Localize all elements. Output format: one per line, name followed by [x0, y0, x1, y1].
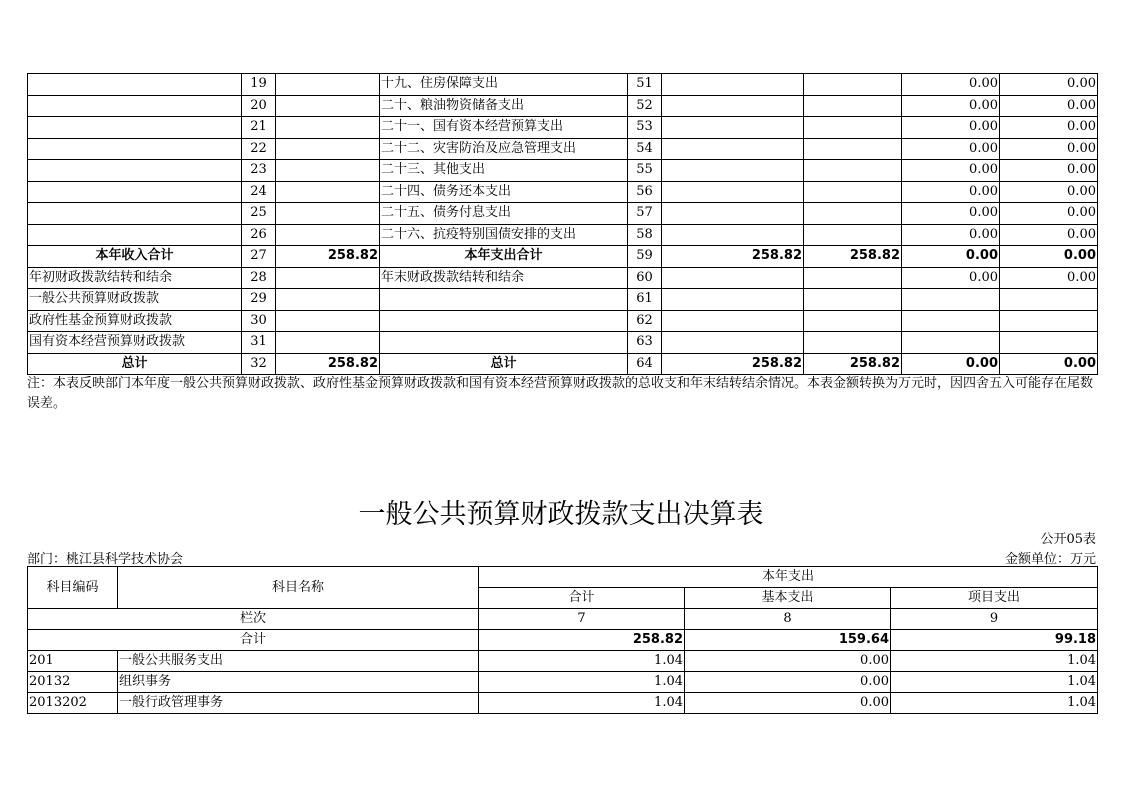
expense-total [662, 332, 804, 354]
expense-label: 二十、粮油物资储备支出 [380, 95, 628, 117]
column-label: 栏次 [28, 609, 479, 630]
sum-basic: 159.64 [685, 630, 891, 651]
table-row [28, 95, 1098, 117]
expense-line-no: 51 [628, 74, 662, 96]
expense-fund-budget: 0.00 [902, 138, 1000, 160]
income-line-no: 26 [242, 224, 276, 246]
row-project: 1.04 [891, 693, 1098, 714]
expense-fund-budget [902, 310, 1000, 332]
expense-label: 二十三、其他支出 [380, 160, 628, 182]
table-row [28, 224, 1098, 246]
expense-label: 本年支出合计 [380, 246, 628, 268]
expense-total: 258.82 [662, 246, 804, 268]
expense-general-budget [804, 74, 902, 96]
expense-total [662, 138, 804, 160]
expense-total [662, 203, 804, 225]
income-label [28, 181, 242, 203]
income-line-no: 23 [242, 160, 276, 182]
expense-fund-budget: 0.00 [902, 246, 1000, 268]
income-amount [276, 181, 380, 203]
income-line-no: 31 [242, 332, 276, 354]
expense-state-capital: 0.00 [1000, 203, 1098, 225]
expense-state-capital [1000, 310, 1098, 332]
header-project: 项目支出 [891, 588, 1098, 609]
income-amount [276, 224, 380, 246]
table-row [28, 267, 1098, 289]
header-group: 本年支出 [479, 567, 1098, 588]
expense-line-no: 58 [628, 224, 662, 246]
expense-label: 十九、住房保障支出 [380, 74, 628, 96]
expense-state-capital: 0.00 [1000, 181, 1098, 203]
expense-fund-budget: 0.00 [902, 353, 1000, 375]
table-row [28, 651, 1098, 672]
expense-general-budget [804, 267, 902, 289]
subject-name: 一般行政管理事务 [118, 693, 479, 714]
income-label: 国有资本经营预算财政拨款 [28, 332, 242, 354]
income-label [28, 95, 242, 117]
income-line-no: 24 [242, 181, 276, 203]
row-project: 1.04 [891, 651, 1098, 672]
income-amount: 258.82 [276, 246, 380, 268]
expense-total [662, 181, 804, 203]
expense-state-capital: 0.00 [1000, 267, 1098, 289]
expense-label: 二十六、抗疫特别国债安排的支出 [380, 224, 628, 246]
unit-label: 金额单位：万元 [1004, 552, 1096, 567]
expense-total [662, 267, 804, 289]
table-row [28, 332, 1098, 354]
income-label [28, 160, 242, 182]
table-row [28, 672, 1098, 693]
expense-general-budget [804, 332, 902, 354]
income-amount [276, 138, 380, 160]
header-total: 合计 [479, 588, 685, 609]
expense-general-budget [804, 138, 902, 160]
income-label [28, 138, 242, 160]
row-basic: 0.00 [685, 693, 891, 714]
income-amount [276, 310, 380, 332]
income-label [28, 117, 242, 139]
income-label: 政府性基金预算财政拨款 [28, 310, 242, 332]
row-basic: 0.00 [685, 651, 891, 672]
expense-state-capital [1000, 289, 1098, 311]
income-amount [276, 289, 380, 311]
expense-label: 二十二、灾害防治及应急管理支出 [380, 138, 628, 160]
expense-total [662, 95, 804, 117]
expense-line-no: 55 [628, 160, 662, 182]
table-row [28, 74, 1098, 96]
income-label: 本年收入合计 [28, 246, 242, 268]
expense-total [662, 74, 804, 96]
expense-state-capital: 0.00 [1000, 246, 1098, 268]
expense-fund-budget: 0.00 [902, 95, 1000, 117]
expense-line-no: 54 [628, 138, 662, 160]
income-amount [276, 203, 380, 225]
subject-code: 20132 [28, 672, 118, 693]
expense-state-capital: 0.00 [1000, 74, 1098, 96]
form-code: 公开05表 [1040, 532, 1096, 547]
expense-line-no: 63 [628, 332, 662, 354]
expense-state-capital: 0.00 [1000, 138, 1098, 160]
income-line-no: 30 [242, 310, 276, 332]
header-name: 科目名称 [118, 567, 479, 609]
expense-general-budget: 258.82 [804, 353, 902, 375]
expense-label: 二十一、国有资本经营预算支出 [380, 117, 628, 139]
income-amount [276, 160, 380, 182]
table-row [28, 693, 1098, 714]
expense-state-capital: 0.00 [1000, 224, 1098, 246]
income-line-no: 19 [242, 74, 276, 96]
expense-line-no: 60 [628, 267, 662, 289]
income-expense-table [27, 73, 1098, 375]
expense-fund-budget: 0.00 [902, 117, 1000, 139]
income-line-no: 32 [242, 353, 276, 375]
table-row [28, 138, 1098, 160]
expense-state-capital: 0.00 [1000, 95, 1098, 117]
table-row [28, 246, 1098, 268]
income-label: 总计 [28, 353, 242, 375]
income-label [28, 224, 242, 246]
expense-fund-budget: 0.00 [902, 181, 1000, 203]
expense-label: 总计 [380, 353, 628, 375]
expense-line-no: 53 [628, 117, 662, 139]
expense-fund-budget: 0.00 [902, 267, 1000, 289]
expense-total [662, 289, 804, 311]
income-line-no: 28 [242, 267, 276, 289]
column-no-basic: 8 [685, 609, 891, 630]
income-label: 一般公共预算财政拨款 [28, 289, 242, 311]
income-line-no: 25 [242, 203, 276, 225]
income-label [28, 203, 242, 225]
expense-general-budget [804, 95, 902, 117]
expense-line-no: 62 [628, 310, 662, 332]
expense-general-budget [804, 181, 902, 203]
income-amount [276, 267, 380, 289]
table-row [28, 310, 1098, 332]
row-basic: 0.00 [685, 672, 891, 693]
expense-general-budget [804, 160, 902, 182]
header-basic: 基本支出 [685, 588, 891, 609]
income-label [28, 74, 242, 96]
expense-label [380, 310, 628, 332]
expense-fund-budget: 0.00 [902, 224, 1000, 246]
table-note: 注：本表反映部门本年度一般公共预算财政拨款、政府性基金预算财政拨款和国有资本经营预算财政拨款的总收支和年末结转结余情况。本表金额转换为万元时，因四舍五入可能存在尾数误差。 [27, 376, 1094, 411]
column-no-total: 7 [479, 609, 685, 630]
expense-label: 二十四、债务还本支出 [380, 181, 628, 203]
expense-total [662, 117, 804, 139]
table-row [28, 203, 1098, 225]
expense-state-capital: 0.00 [1000, 117, 1098, 139]
subject-code: 201 [28, 651, 118, 672]
expense-line-no: 61 [628, 289, 662, 311]
expense-state-capital [1000, 332, 1098, 354]
expense-general-budget [804, 224, 902, 246]
expense-line-no: 64 [628, 353, 662, 375]
sum-label: 合计 [28, 630, 479, 651]
income-amount: 258.82 [276, 353, 380, 375]
expense-total [662, 224, 804, 246]
expense-general-budget [804, 117, 902, 139]
expense-label [380, 332, 628, 354]
expense-state-capital: 0.00 [1000, 353, 1098, 375]
table-row [28, 117, 1098, 139]
expense-line-no: 59 [628, 246, 662, 268]
subject-name: 组织事务 [118, 672, 479, 693]
expense-line-no: 57 [628, 203, 662, 225]
expense-label: 二十五、债务付息支出 [380, 203, 628, 225]
expense-label [380, 289, 628, 311]
expense-state-capital: 0.00 [1000, 160, 1098, 182]
expense-line-no: 56 [628, 181, 662, 203]
row-total: 1.04 [479, 693, 685, 714]
income-line-no: 21 [242, 117, 276, 139]
department-label: 部门：桃江县科学技术协会 [27, 552, 184, 567]
expense-fund-budget [902, 332, 1000, 354]
table-row [28, 353, 1098, 375]
income-line-no: 29 [242, 289, 276, 311]
table-row [28, 160, 1098, 182]
income-line-no: 22 [242, 138, 276, 160]
income-line-no: 27 [242, 246, 276, 268]
expense-label: 年末财政拨款结转和结余 [380, 267, 628, 289]
expenditure-table [27, 566, 1098, 714]
column-no-project: 9 [891, 609, 1098, 630]
row-total: 1.04 [479, 651, 685, 672]
sum-project: 99.18 [891, 630, 1098, 651]
income-amount [276, 95, 380, 117]
expense-total [662, 160, 804, 182]
table-row [28, 289, 1098, 311]
row-project: 1.04 [891, 672, 1098, 693]
income-amount [276, 332, 380, 354]
table-row [28, 181, 1098, 203]
expense-total: 258.82 [662, 353, 804, 375]
page-title: 一般公共预算财政拨款支出决算表 [358, 499, 764, 530]
expense-general-budget [804, 289, 902, 311]
expense-general-budget [804, 310, 902, 332]
header-code: 科目编码 [28, 567, 118, 609]
subject-code: 2013202 [28, 693, 118, 714]
expense-fund-budget [902, 289, 1000, 311]
expense-fund-budget: 0.00 [902, 160, 1000, 182]
sum-total: 258.82 [479, 630, 685, 651]
subject-name: 一般公共服务支出 [118, 651, 479, 672]
expense-line-no: 52 [628, 95, 662, 117]
expense-general-budget [804, 203, 902, 225]
income-amount [276, 74, 380, 96]
income-amount [276, 117, 380, 139]
expense-total [662, 310, 804, 332]
expense-general-budget: 258.82 [804, 246, 902, 268]
expense-fund-budget: 0.00 [902, 74, 1000, 96]
expense-fund-budget: 0.00 [902, 203, 1000, 225]
row-total: 1.04 [479, 672, 685, 693]
income-line-no: 20 [242, 95, 276, 117]
income-label: 年初财政拨款结转和结余 [28, 267, 242, 289]
